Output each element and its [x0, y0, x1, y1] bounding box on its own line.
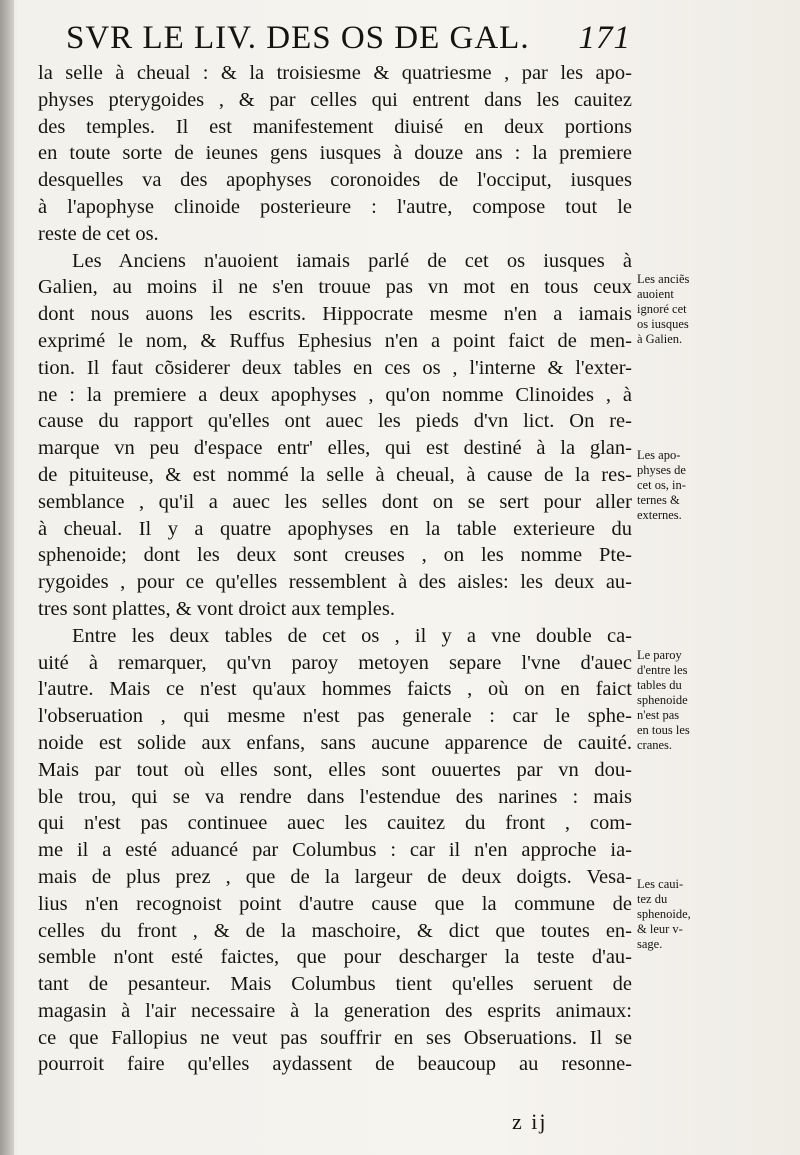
text-line: uité à remarquer, qu'vn paroy metoyen separe l'vne d'auec: [38, 651, 632, 674]
text-line: la selle à cheual : & la troisiesme & quatriesme , par les apo-: [38, 62, 632, 84]
margin-note-line: cet os, in-: [637, 478, 686, 492]
text-line: Entre les deux tables de cet os , il y a vne double ca-: [72, 624, 632, 647]
margin-note-line: sphenoide,: [637, 907, 691, 921]
text-line: à cheual. Il y a quatre apophyses en la table exterieure du: [38, 517, 632, 540]
margin-note-line: ignoré cet: [637, 302, 687, 316]
text-line: l'autre. Mais ce n'est qu'aux hommes faicts , où on en faict: [38, 678, 632, 701]
text-line: marque vn peu d'espace entr' elles, qui est destiné à la glan-: [38, 437, 632, 460]
running-title: SVR LE LIV. DES OS DE GAL.: [66, 20, 530, 56]
text-line: Galien, au moins il ne s'en trouue pas vn mot en tous ceux: [38, 276, 632, 299]
text-line: exprimé le nom, & Ruffus Ephesius n'en a point faict de men-: [38, 329, 632, 352]
page-number: 171: [578, 20, 631, 56]
text-line: ble trou, qui se va rendre dans l'estendue des narines : mais: [38, 785, 632, 808]
text-line: Mais par tout où elles sont, elles sont ouuertes par vn dou-: [38, 758, 632, 781]
margin-note-line: Les caui-: [637, 877, 684, 891]
page-gutter-shadow: [0, 0, 14, 1155]
margin-note-line: & leur v-: [637, 922, 683, 936]
text-line: me il a esté aduancé par Columbus : car il n'en approche ia-: [38, 839, 632, 862]
margin-note-line: tez du: [637, 892, 668, 906]
margin-note-line: sphenoide: [637, 693, 688, 707]
body-text: [38, 60, 632, 1078]
text-line: physes pterygoides , & par celles qui entrent dans les cauitez: [38, 88, 632, 111]
margin-note-line: tables du: [637, 678, 682, 692]
margin-note-line: ternes &: [637, 493, 680, 507]
text-line: de pituiteuse, & est nommé la selle à cheual, à cause de la res-: [38, 463, 632, 486]
text-line: semble n'ont esté faictes, que pour descharger la teste d'au-: [38, 946, 632, 969]
margin-note-line: cranes.: [637, 738, 673, 752]
margin-note-line: externes.: [637, 508, 682, 522]
margin-note-line: Les apo-: [637, 448, 681, 462]
margin-note-line: d'entre les: [637, 663, 688, 677]
margin-note-line: auoient: [637, 287, 674, 301]
text-line: desquelles va des apophyses coronoides de l'occiput, iusques: [38, 169, 632, 192]
margin-note-line: Les anciẽs: [637, 272, 690, 286]
page-header: [66, 20, 631, 64]
text-line: semblance , qu'il a auec les selles dont on se sert pour aller: [38, 490, 632, 513]
text-line: ce que Fallopius ne veut pas souffrir en ses Obseruations. Il se: [38, 1026, 632, 1049]
text-line: tres sont plattes, & vont droict aux temples.: [38, 597, 395, 620]
margin-note-ancients: [637, 272, 757, 347]
margin-note-paroy: [637, 648, 757, 753]
margin-note-line: en tous les: [637, 723, 690, 737]
text-line: celles du front , & de la maschoire, & dict que toutes en-: [38, 919, 632, 942]
text-line: reste de cet os.: [38, 222, 159, 245]
text-line: pourroit faire qu'elles aydassent de beaucoup au resonne-: [38, 1053, 632, 1076]
text-line: à l'apophyse clinoide posterieure : l'autre, compose tout le: [38, 195, 632, 218]
text-line: cause du rapport qu'elles ont auec les pieds d'vn lict. On re-: [38, 410, 632, 433]
text-line: en toute sorte de ieunes gens iusques à douze ans : la premiere: [38, 142, 632, 165]
margin-note-line: os iusques: [637, 317, 689, 331]
text-line: sphenoide; dont les deux sont creuses , on les nomme Pte-: [38, 544, 632, 567]
text-line: dont nous auons les escrits. Hippocrate mesme n'en a iamais: [38, 303, 632, 326]
margin-note-apophyses: [637, 448, 757, 523]
text-line: noide est solide aux enfans, sans aucune apparence de cauité.: [38, 731, 632, 754]
text-line: mais de plus prez , que de la largeur de deux doigts. Vesa-: [38, 865, 632, 888]
margin-note-cavities: [637, 877, 757, 952]
margin-note-line: physes de: [637, 463, 686, 477]
text-line: ne : la premiere a deux apophyses , qu'on nomme Clinoides , à: [38, 383, 632, 406]
text-line: magasin à l'air necessaire à la generation des esprits animaux:: [38, 999, 632, 1022]
text-line: Les Anciens n'auoient iamais parlé de cet os iusques à: [72, 249, 632, 272]
signature-mark: z ij: [512, 1109, 548, 1134]
margin-note-line: sage.: [637, 937, 663, 951]
text-line: tion. Il faut cõsiderer deux tables en ces os , l'interne & l'exter-: [38, 356, 632, 379]
text-line: lius n'en recognoist point d'autre cause que la commune de: [38, 892, 632, 915]
margin-note-line: Le paroy: [637, 648, 682, 662]
text-line: qui n'est pas continuee auec les cauitez du front , com-: [38, 812, 632, 835]
margin-note-line: à Galien.: [637, 332, 683, 346]
text-line: des temples. Il est manifestement diuisé en deux portions: [38, 115, 632, 138]
text-line: l'obseruation , qui mesme n'est pas generale : car le sphe-: [38, 705, 632, 728]
text-line: tant de pesanteur. Mais Columbus tient qu'elles seruent de: [38, 973, 632, 996]
text-line: rygoides , pour ce qu'elles ressemblent à des aisles: les deux au-: [38, 571, 632, 594]
margin-note-line: n'est pas: [637, 708, 680, 722]
